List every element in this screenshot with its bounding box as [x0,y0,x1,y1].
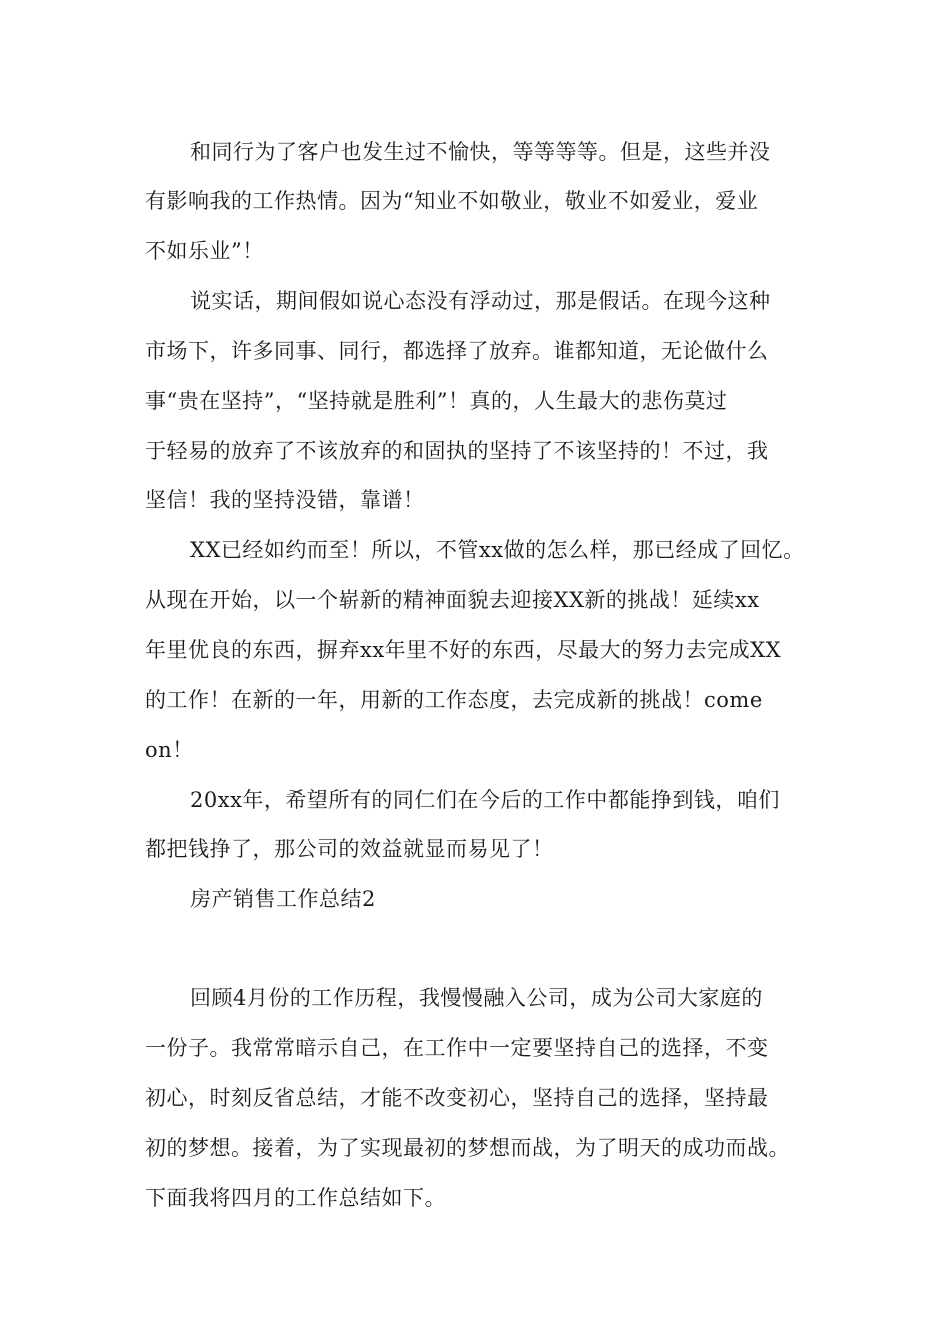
paragraph-2-line-2: 市场下，许多同事、同行，都选择了放弃。谁都知道，无论做什么 [145,339,769,363]
paragraph-2-line-4: 于轻易的放弃了不该放弃的和固执的坚持了不该坚持的！不过，我 [145,439,769,463]
paragraph-1-line-3: 不如乐业”！ [145,239,264,263]
section-title: 房产销售工作总结2 [190,887,376,911]
section-paragraph-line-2: 一份子。我常常暗示自己，在工作中一定要坚持自己的选择，不变 [145,1036,769,1060]
section-paragraph-line-5: 下面我将四月的工作总结如下。 [145,1186,446,1210]
paragraph-1-line-1: 和同行为了客户也发生过不愉快，等等等等。但是，这些并没 [190,140,771,164]
paragraph-3-line-5: on！ [145,738,194,762]
paragraph-4-line-1: 20xx年，希望所有的同仁们在今后的工作中都能挣到钱，咱们 [190,788,780,812]
paragraph-3-line-1: XX已经如约而至！所以，不管xx做的怎么样，那已经成了回忆。 [190,538,805,562]
paragraph-2-line-1: 说实话，期间假如说心态没有浮动过，那是假话。在现今这种 [190,289,771,313]
paragraph-1-line-2: 有影响我的工作热情。因为“知业不如敬业，敬业不如爱业，爱业 [145,189,759,213]
section-paragraph-line-4: 初的梦想。接着，为了实现最初的梦想而战，为了明天的成功而战。 [145,1136,790,1160]
paragraph-3-line-2: 从现在开始，以一个崭新的精神面貌去迎接XX新的挑战！延续xx [145,588,760,612]
paragraph-2-line-3: 事“贵在坚持”，“坚持就是胜利”！真的，人生最大的悲伤莫过 [145,389,728,413]
section-paragraph-line-3: 初心，时刻反省总结，才能不改变初心，坚持自己的选择，坚持最 [145,1086,769,1110]
paragraph-3-line-3: 年里优良的东西，摒弃xx年里不好的东西，尽最大的努力去完成XX [145,638,782,662]
paragraph-2-line-5: 坚信！我的坚持没错，靠谱！ [145,488,425,512]
paragraph-3-line-4: 的工作！在新的一年，用新的工作态度，去完成新的挑战！come [145,688,763,712]
section-paragraph-line-1: 回顾4月份的工作历程，我慢慢融入公司，成为公司大家庭的 [190,986,763,1010]
paragraph-4-line-2: 都把钱挣了，那公司的效益就显而易见了！ [145,837,554,861]
